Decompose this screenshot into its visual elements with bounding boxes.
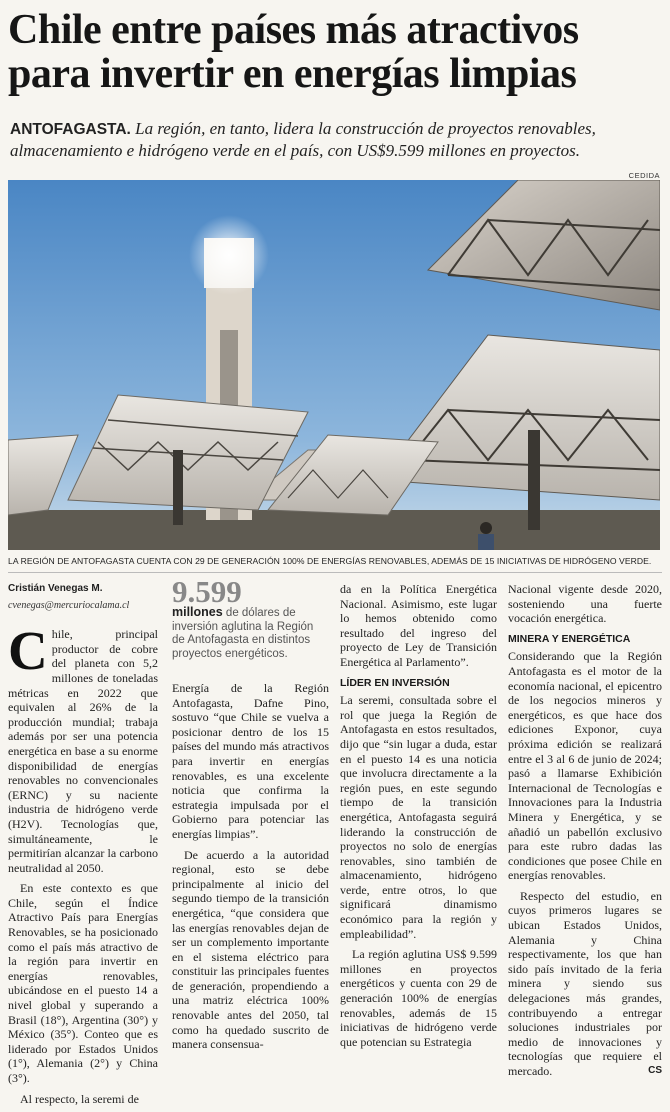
body-paragraph-5: De acuerdo a la autoridad regional, esto se debe principalmente al inicio del segundo tiempo de la transición energética, “que considera que las energías renovables dejan de ser un complemento importante en el sistema eléctrico para constituir las principales fuentes de generación, propendiendo a una matriz eléctrica 100% renovable antes del 2050, tal como ha quedado suscrito de manera consensua-: [172, 847, 329, 1052]
divider: [8, 572, 662, 573]
body-paragraph-2: En este contexto es que Chile, según el Índice Atractivo País para Energías Renovables, se ha posicionado como el país más atractivo de la región para invertir en energías renovables, ubicándose en el puesto 14 a nivel global y superando a Brasil (18°), Argentina (30°) y México (35°). Conteo que es liderado por Estados Unidos (1°), Alemania (2°) y China (3°).: [8, 881, 158, 1085]
body-paragraph-1: [8, 620, 158, 875]
article-column-4: [508, 582, 662, 1085]
stat-text: de dólares de inversión aglutina la Región de Antofagasta en distintos proyectos energéticos.: [172, 607, 314, 660]
stat-box: [172, 606, 329, 661]
body-paragraph-3: Al respecto, la seremi de: [20, 1091, 139, 1106]
article-column-2: [172, 574, 329, 1058]
body-paragraph-9: Nacional vigente desde 2020, sosteniendo una fuerte vocación energética.: [508, 582, 662, 626]
drop-cap: C: [8, 620, 48, 682]
headline-line-2: para invertir en energías limpias: [8, 51, 577, 97]
solar-plant-photo: [8, 180, 660, 550]
article-column-3: [340, 582, 497, 1055]
solar-field-illustration: [8, 180, 660, 550]
body-paragraph-1-text: hile, principal productor de cobre del planeta con 5,2 millones de toneladas métricas en 2022 que equivalen al 26% de la producción mundial; trabaja además por ser una potencia energética en base a su enorme disponibilidad de energías renovables no convencionales (ERNC) y su naciente industria de hidrógeno verde (H2V). Tecnologías que, simultáneamente, le permitirían alcanzar la carbono neutralidad al 2050.: [8, 627, 158, 875]
author-name: Cristián Venegas M.: [8, 583, 103, 594]
body-paragraph-11-text: Respecto del estudio, en cuyos primeros lugares se ubican Estados Unidos, Alemania y China respectivamente, los que han sido país invitado de la feria minera y siendo sus delegaciones más grandes, contribuyendo a entregar soluciones industriales por medio de innovaciones y tecnologías que requiere el mercado.: [508, 888, 662, 1078]
headline-line-1: Chile entre países más atractivos: [8, 7, 579, 53]
lead-paragraph: [10, 118, 662, 161]
lead-text: La región, en tanto, lidera la construcción de proyectos renovables, almacenamiento e hidrógeno verde en el país, con US$9.599 millones en proyectos.: [10, 119, 596, 160]
body-paragraph-8: La región aglutina US$ 9.599 millones en proyectos energéticos y cuenta con 29 de generación 100% de energías renovables, además de 15 iniciativas de hidrógeno verde que potencian su Estrategia: [340, 947, 497, 1049]
stat-unit: millones: [172, 605, 223, 619]
body-paragraph-11: [508, 889, 662, 1079]
lead-location-tag: ANTOFAGASTA.: [10, 121, 131, 138]
subhead-lider: LÍDER EN INVERSIÓN: [340, 676, 450, 689]
article-column-1: [8, 582, 158, 1112]
body-paragraph-10: Considerando que la Región Antofagasta es el motor de la economía nacional, el epicentro de los negocios mineros y energéticos, es que hace dos ediciones Exponor, cuya próxima edición se realizará entre el 3 al 6 de junio de 2024; pasó a llamarse Exhibición Internacional de Tecnologías e Innovaciones para la Industria Minera y Energética, y se añadió un pabellón exclusivo para este rubro dadas las condiciones que posee Chile en energías renovables.: [508, 649, 662, 883]
headline: [8, 8, 664, 96]
subhead-minera: MINERA Y ENERGÉTICA: [508, 632, 631, 645]
worker-figure: [478, 522, 494, 550]
photo-credit: CEDIDA: [628, 171, 660, 180]
stat-number: 9.599: [172, 574, 242, 609]
end-mark: CS: [648, 1065, 662, 1076]
body-paragraph-4: Energía de la Región Antofagasta, Dafne Pino, sostuvo “que Chile se vuelva a posicionar dentro de los 15 países del mundo más atractivos para invertir en energías renovables, es una excelente noticia que confirma la estrategia impulsada por el Gobierno para potenciar las energías limpias”.: [172, 681, 329, 841]
body-paragraph-7: La seremi, consultada sobre el rol que juega la Región de Antofagasta en estos resultados, dijo que “sin lugar a duda, estar en el puesto 14 es una noticia que involucra directamente a la región pues, en este segundo tiempo de la transición energética, Antofagasta seguirá liderando la construcción de proyectos no solo de energías renovables, sino también de almacenamiento, hidrógeno verde, entre otros, lo que significará dinamismo económico para la región y empleabilidad”.: [340, 693, 497, 941]
body-paragraph-6: da en la Política Energética Nacional. Asimismo, este lugar lo hemos obtenido como resultado del ingreso del proyecto de Ley de Transición Energética al Parlamento”.: [340, 582, 497, 669]
photo-caption: LA REGIÓN DE ANTOFAGASTA CUENTA CON 29 DE GENERACIÓN 100% DE ENERGÍAS RENOVABLES, ADEMÁS DE 15 INICIATIVAS DE HIDRÓGENO VERDE.: [8, 556, 652, 566]
author-email[interactable]: cvenegas@mercuriocalama.cl: [8, 599, 130, 611]
